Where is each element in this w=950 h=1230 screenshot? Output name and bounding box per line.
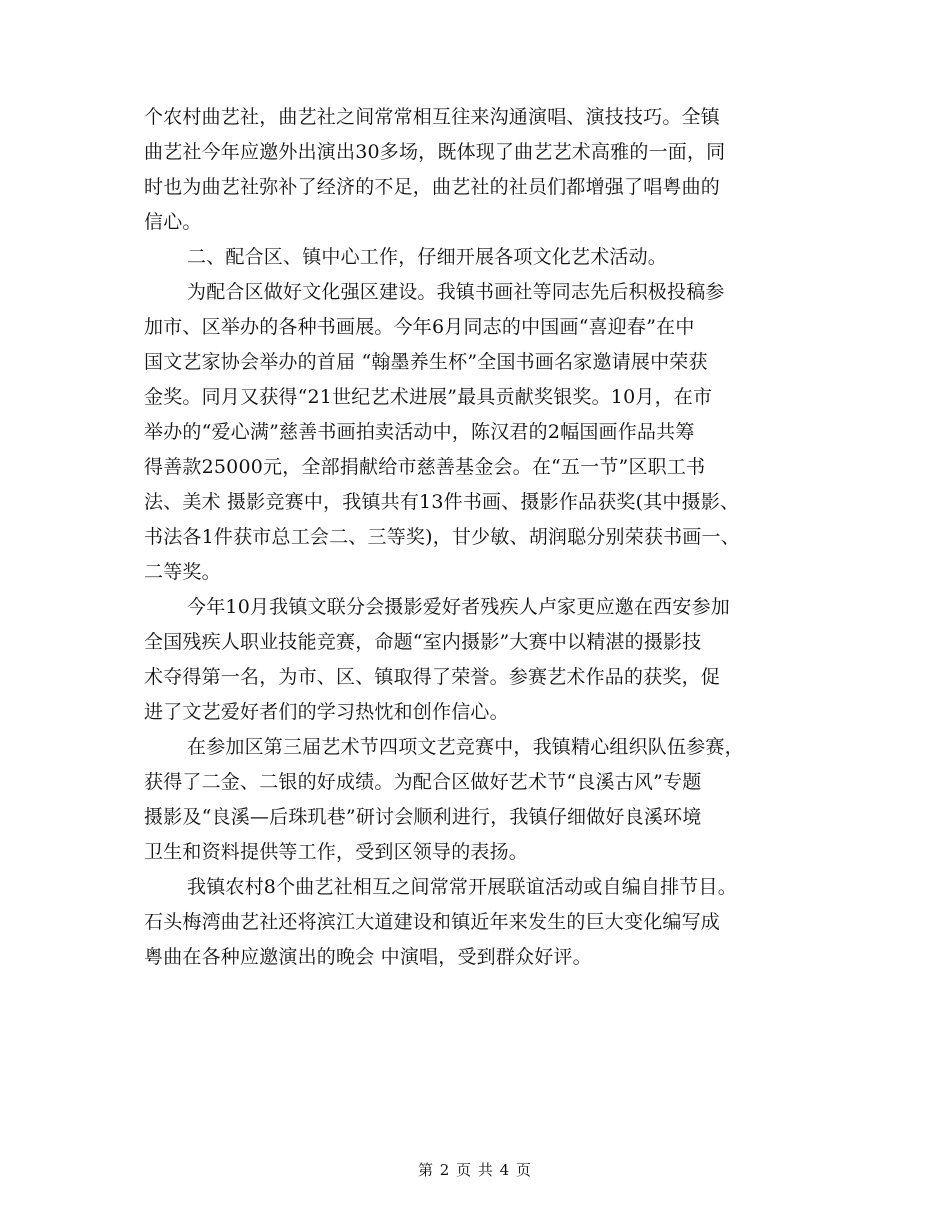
text-line: 时也为曲艺社弥补了经济的不足，曲艺社的社员们都增强了唱粤曲的 (144, 176, 721, 198)
text-line: 获得了二金、二银的好成绩。为配合区做好艺术节“良溪古风”专题 (144, 771, 702, 793)
text-line: 个农村曲艺社，曲艺社之间常常相互往来沟通演唱、演技技巧。全镇 (144, 106, 721, 128)
text-line: 摄影及“良溪—后珠玑巷”研讨会顺利进行，我镇仔细做好良溪环境 (144, 806, 702, 828)
text-line: 金奖。同月又获得“21世纪艺术进展”最具贡献奖银奖。10月，在市 (144, 386, 713, 408)
text-line: 加市、区举办的各种书画展。今年6月同志的中国画“喜迎春”在中 (144, 316, 695, 338)
text-line: 举办的“爱心满”慈善书画拍卖活动中，陈汉君的2幅国画作品共筹 (144, 421, 695, 443)
text-line: 法、美术 摄影竞赛中，我镇共有13件书画、摄影作品获奖(其中摄影、 (144, 491, 740, 513)
text-line: 粤曲在各种应邀演出的晚会 中演唱，受到群众好评。 (144, 946, 592, 968)
text-line: 二等奖。 (144, 561, 221, 583)
text-line: 国文艺家协会举办的首届 “翰墨养生杯”全国书画名家邀请展中荣获 (144, 351, 708, 373)
text-line: 今年10月我镇文联分会摄影爱好者残疾人卢家更应邀在西安参加 (187, 596, 730, 618)
text-line: 信心。 (144, 211, 202, 233)
text-line: 书法各1件获市总工会二、三等奖)，甘少敏、胡润聪分别荣获书画一、 (144, 526, 740, 548)
text-line: 术夺得第一名，为市、区、镇取得了荣誉。参赛艺术作品的获奖，促 (144, 666, 721, 688)
section-heading: 二、配合区、镇中心工作，仔细开展各项文化艺术活动。 (187, 246, 668, 268)
text-line: 得善款25000元，全部捐献给市慈善基金会。在“五一节”区职工书 (144, 456, 706, 478)
text-line: 在参加区第三届艺术节四项文艺竞赛中，我镇精心组织队伍参赛， (187, 736, 744, 758)
page-number-footer: 第 2 页 共 4 页 (418, 1161, 532, 1179)
text-line: 为配合区做好文化强区建设。我镇书画社等同志先后积极投稿参 (187, 281, 725, 303)
text-line: 卫生和资料提供等工作，受到区领导的表扬。 (144, 841, 529, 863)
text-line: 曲艺社今年应邀外出演出30多场，既体现了曲艺艺术高雅的一面，同 (144, 141, 726, 163)
text-line: 我镇农村8个曲艺社相互之间常常开展联谊活动或自编自排节目。 (187, 876, 737, 898)
text-line: 全国残疾人职业技能竞赛，命题“室内摄影”大赛中以精湛的摄影技 (144, 631, 702, 653)
text-line: 进了文艺爱好者们的学习热忱和创作信心。 (144, 701, 509, 723)
text-line: 石头梅湾曲艺社还将滨江大道建设和镇近年来发生的巨大变化编写成 (144, 911, 721, 933)
body-text (144, 100, 824, 975)
